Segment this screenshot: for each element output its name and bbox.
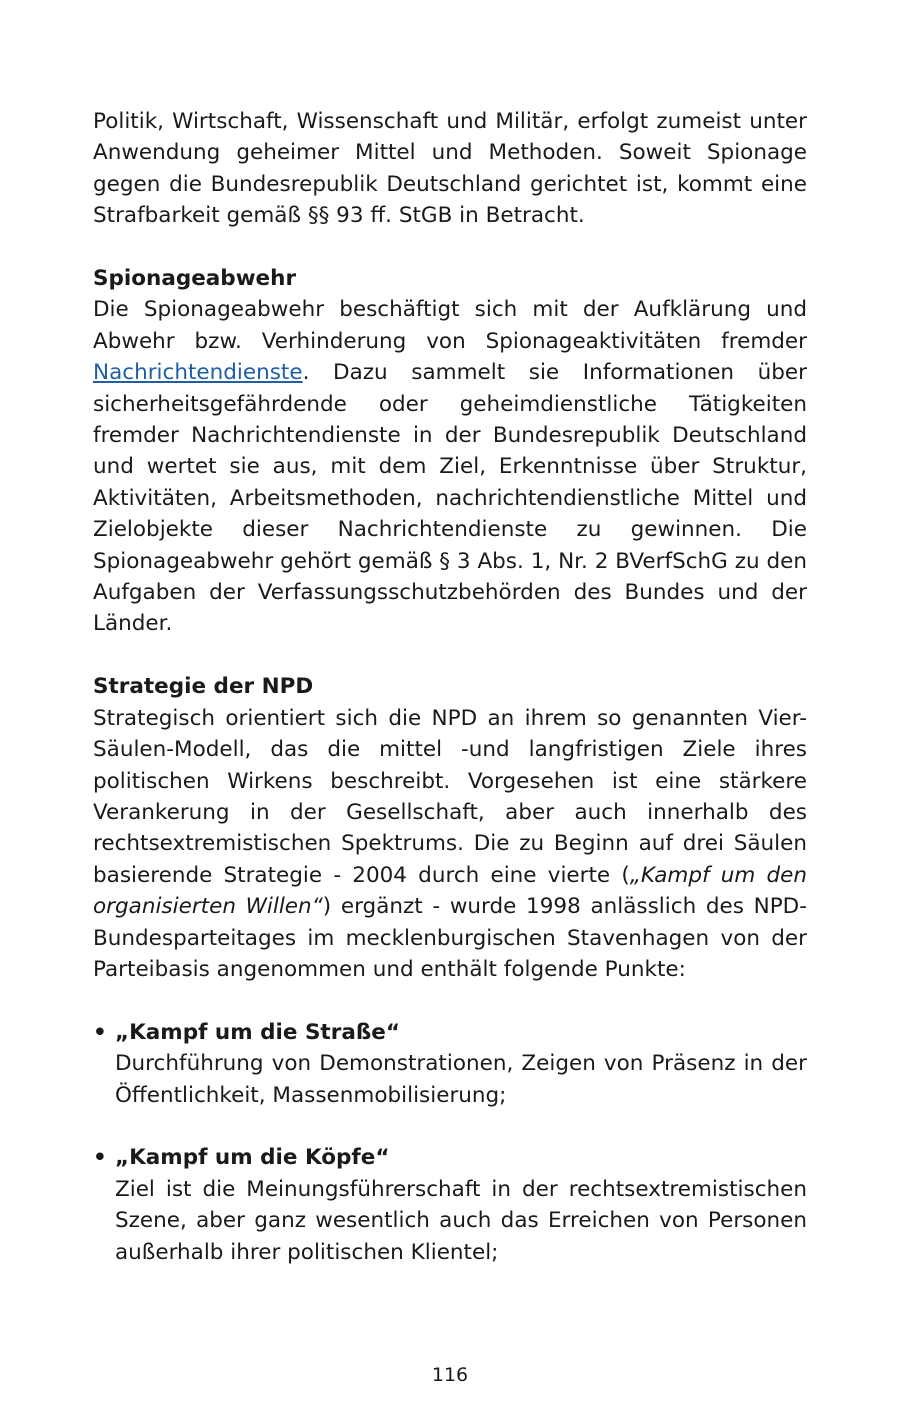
spionageabwehr-paragraph bbox=[93, 294, 807, 639]
spionageabwehr-text-2: . Dazu sammelt sie Informationen über sicherheitsgefährdende oder geheimdienstliche Tätigkeiten fremder Nachrichtendienste in der Bundesrepublik Deutschland und wertet sie aus, mit dem Ziel, Erkenntnisse über Struktur, Aktivitäten, Arbeitsmethoden, nachrichtendienstliche Mittel und Zielobjekte dieser Nachrichtendienste zu gewinnen. Die Spionageabwehr gehört gemäß § 3 Abs. 1, Nr. 2 BVerfSchG zu den Aufgaben der Verfassungsschutzbehörden des Bundes und der Länder. bbox=[93, 360, 807, 637]
bullet-title: „Kampf um die Straße“ bbox=[115, 1019, 401, 1045]
bullet-icon: • bbox=[93, 1019, 107, 1045]
heading-strategie-npd: Strategie der NPD bbox=[93, 674, 314, 700]
bullet-icon: • bbox=[93, 1145, 107, 1171]
strategie-paragraph bbox=[93, 703, 807, 986]
bullet-title: „Kampf um die Köpfe“ bbox=[115, 1145, 390, 1171]
spionageabwehr-text-1: Die Spionageabwehr beschäftigt sich mit der Aufklärung und Abwehr bzw. Verhinderung von Spionageaktivitäten fremder bbox=[93, 297, 807, 354]
bullet-text: Ziel ist die Meinungsführerschaft in der rechtsextremistischen Szene, aber ganz wesentlich auch das Erreichen von Personen außerhalb ihrer politischen Klientel; bbox=[115, 1176, 807, 1265]
page-body bbox=[93, 106, 807, 1268]
list-item bbox=[93, 1017, 807, 1111]
heading-spionageabwehr: Spionageabwehr bbox=[93, 266, 297, 292]
strategie-text-2: ) ergänzt - wurde 1998 anlässlich des NPD-Bundesparteitages im mecklenburgischen Stavenhagen von der Parteibasis angenommen und enthält folgende Punkte: bbox=[93, 894, 807, 982]
page-number: 116 bbox=[431, 1364, 469, 1386]
strategie-italic: „Kampf um den organisierten Willen“ bbox=[93, 862, 808, 920]
link-nachrichtendienste[interactable]: Nachrichtendienste bbox=[93, 360, 303, 386]
bullet-text: Durchführung von Demonstrationen, Zeigen von Präsenz in der Öffentlichkeit, Massenmobilisierung; bbox=[115, 1051, 807, 1108]
strategie-text-1: Strategisch orientiert sich die NPD an ihrem so genannten Vier-Säulen-Modell, das die mittel -und langfristigen Ziele ihres politischen Wirkens beschreibt. Vorgesehen ist eine stärkere Verankerung in der Gesellschaft, aber auch innerhalb des rechtsextremistischen Spektrums. Die zu Beginn auf drei Säulen basierende Strategie - 2004 durch eine vierte ( bbox=[93, 705, 807, 888]
list-item bbox=[93, 1142, 807, 1268]
intro-paragraph: Politik, Wirtschaft, Wissenschaft und Militär, erfolgt zumeist unter Anwendung geheimer Mittel und Methoden. Soweit Spionage gegen die Bundesrepublik Deutschland gerichtet ist, kommt eine Strafbarkeit gemäß §§ 93 ff. StGB in Betracht. bbox=[93, 109, 807, 229]
